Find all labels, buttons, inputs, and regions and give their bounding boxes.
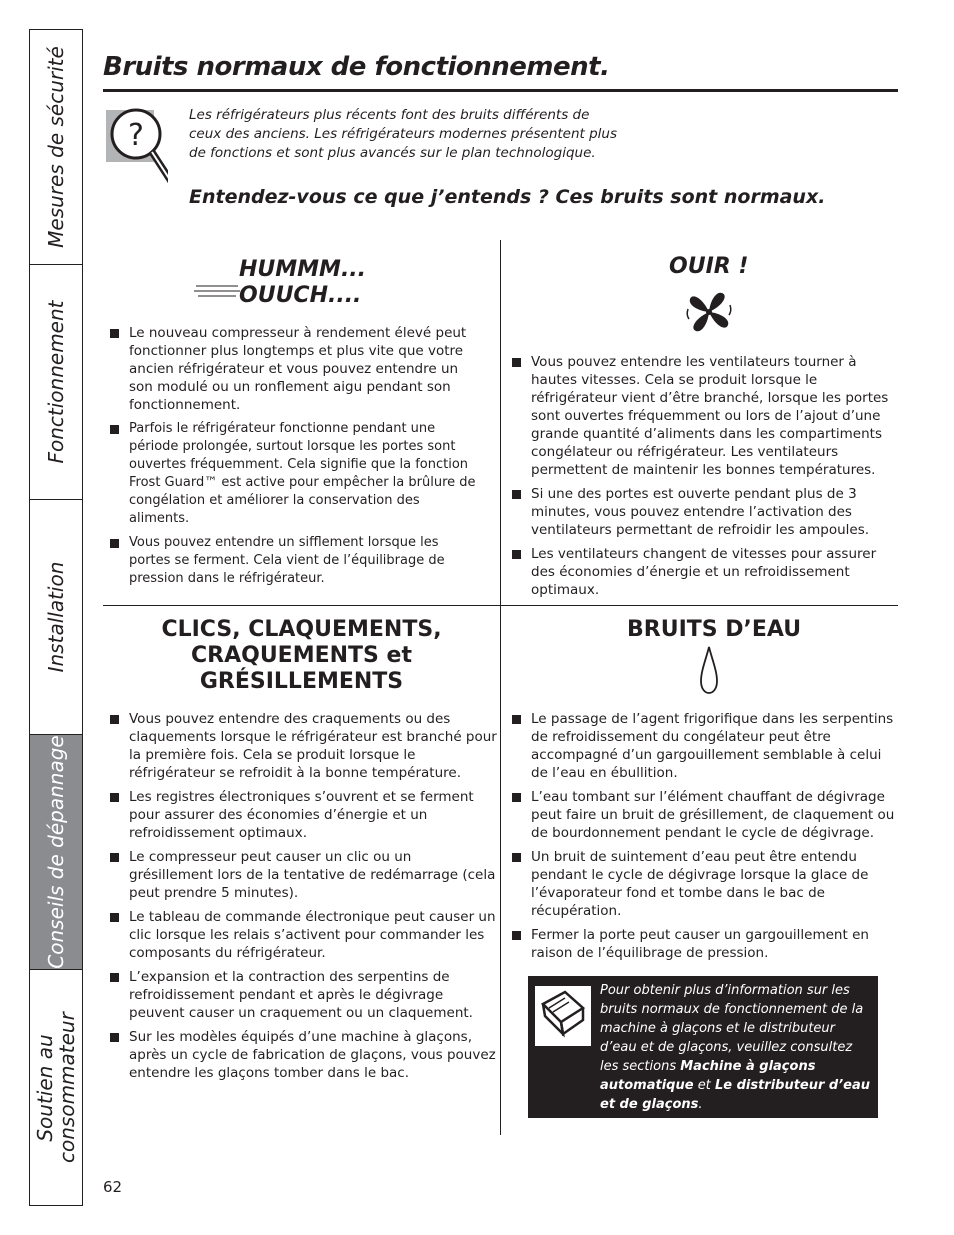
tab-label: Mesures de sécurité [44,46,68,248]
eau-list [509,710,897,968]
info-link-machine-a-glacons[interactable]: Machine à glaçons automatique [600,1059,816,1093]
water-drop-icon [699,645,719,695]
list-item: Le passage de l’agent frigorifique dans les serpentins de refroidissement du congélateur peut être accompagné d’un gargouillement semblable à celui de l’eau en ébullition. [509,710,897,782]
side-navigation [29,29,83,1206]
ouir-title: OUIR ! [669,254,749,279]
list-item: Le compresseur peut causer un clic ou un grésillement lors de la tentative de redémarrage (cela peut prendre 5 minutes). [107,848,497,902]
info-text [600,981,872,1114]
tab-installation[interactable] [30,500,82,735]
tab-label: Conseils de dépannage [44,735,68,969]
info-callout [528,976,878,1118]
hummm-list [107,324,483,594]
list-item: Vous pouvez entendre des craquements ou des claquements lorsque le réfrigérateur est branché pour la première fois. Cela se produit lorsque le réfrigérateur se refroidit à la bonne température. [107,710,497,782]
title-line: CRAQUEMENTS et [191,643,412,668]
svg-text:?: ? [128,118,144,153]
list-item: Vous pouvez entendre les ventilateurs tourner à hautes vitesses. Cela se produit lorsque le réfrigérateur vient d’être branché, lorsque les portes sont ouvertes fréquemment ou lors de l’ajout d’une grande quantité d’aliments dans les compartiments congélateur ou réfrigérateur. Les ventilateurs permettent de maintenir les bonnes températures. [509,353,891,479]
ouir-list [509,353,891,605]
list-item: Si une des portes est ouverte pendant plus de 3 minutes, vous pouvez entendre l’activation des ventilateurs permettant de refroidir les ampoules. [509,485,891,539]
eau-title: BRUITS D’EAU [627,617,802,642]
list-item: Sur les modèles équipés d’une machine à glaçons, après un cycle de fabrication de glaçons, vous pouvez entendre les glaçons tomber dans le bac. [107,1028,497,1082]
list-item: L’expansion et la contraction des serpentins de refroidissement pendant et après le dégivrage peuvent causer un craquement ou un claquement. [107,968,497,1022]
list-item: Les ventilateurs changent de vitesses pour assurer des économies d’énergie et un refroidissement optimaux. [509,545,891,599]
title-line: CLICS, CLAQUEMENTS, [161,617,442,642]
hummm-title [239,257,366,309]
tab-label: Installation [44,561,68,673]
info-link-distributeur[interactable]: Le distributeur d’eau et de glaçons [600,1078,871,1112]
list-item: Un bruit de suintement d’eau peut être entendu pendant le cycle de dégivrage lorsque la glace de l’évaporateur fond et tombe dans le bac de récupération. [509,848,897,920]
title-line: OUUCH.... [239,283,362,308]
tab-label: Fonctionnement [44,300,68,464]
list-item: Fermer la porte peut causer un gargouillement en raison de l’équilibrage de pression. [509,926,897,962]
tab-mesures-de-securite[interactable] [30,30,82,265]
tab-conseils-de-depannage[interactable] [30,735,82,970]
list-item: Le tableau de commande électronique peut causer un clic lorsque les relais s’activent pour commander les composants du réfrigérateur. [107,908,497,962]
question-heading: Entendez-vous ce que j’entends ? Ces bruits sont normaux. [189,186,826,208]
page-number: 62 [103,1178,123,1196]
clics-title [103,617,500,695]
title-line: HUMMM... [239,257,367,282]
tab-soutien-au-consommateur[interactable] [30,970,82,1205]
list-item: Le nouveau compresseur à rendement élevé peut fonctionner plus longtemps et plus vite que votre ancien réfrigérateur et vous pouvez entendre un son modulé ou un ronflement aigu pendant son fonctionnement. [107,324,483,414]
tab-label: Soutien au consommateur [33,1011,79,1163]
title-divider [103,89,898,92]
fan-icon [684,287,734,337]
info-body: Pour obtenir plus d’information sur les bruits normaux de fonctionnement de la machine à glaçons et le distributeur d’eau et de glaçons, veuillez consultez les sections [600,983,864,1074]
info-end: . [698,1097,703,1112]
list-item: Vous pouvez entendre un sifflement lorsque les portes se ferment. Cela vient de l’équilibrage de pression dans le réfrigérateur. [107,534,483,588]
clics-list [107,710,497,1088]
list-item: Parfois le réfrigérateur fonctionne pendant une période prolongée, surtout lorsque les portes sont ouvertes fréquemment. Cela signifie que la fonction Frost Guard™ est active pour empêcher la brûlure de congélation et améliorer la conservation des aliments. [107,420,483,528]
title-line: GRÉSILLEMENTS [199,669,404,694]
book-icon [535,986,591,1046]
column-divider [500,240,501,1135]
intro-text: Les réfrigérateurs plus récents font des bruits différents de ceux des anciens. Les réfrigérateurs modernes présentent plus de fonctions et sont plus avancés sur le plan technologique. [189,107,618,161]
info-connector: et [697,1078,711,1093]
magnifier-question-icon [106,104,168,190]
tab-fonctionnement[interactable] [30,265,82,500]
row-divider [103,605,898,606]
list-item: L’eau tombant sur l’élément chauffant de dégivrage peut faire un bruit de grésillement, de claquement ou de bourdonnement pendant le cycle de dégivrage. [509,788,897,842]
page-title: Bruits normaux de fonctionnement. [103,52,610,82]
sound-lines-icon [194,282,240,300]
list-item: Les registres électroniques s’ouvrent et se ferment pour assurer des économies d’énergie et un refroidissement optimaux. [107,788,497,842]
